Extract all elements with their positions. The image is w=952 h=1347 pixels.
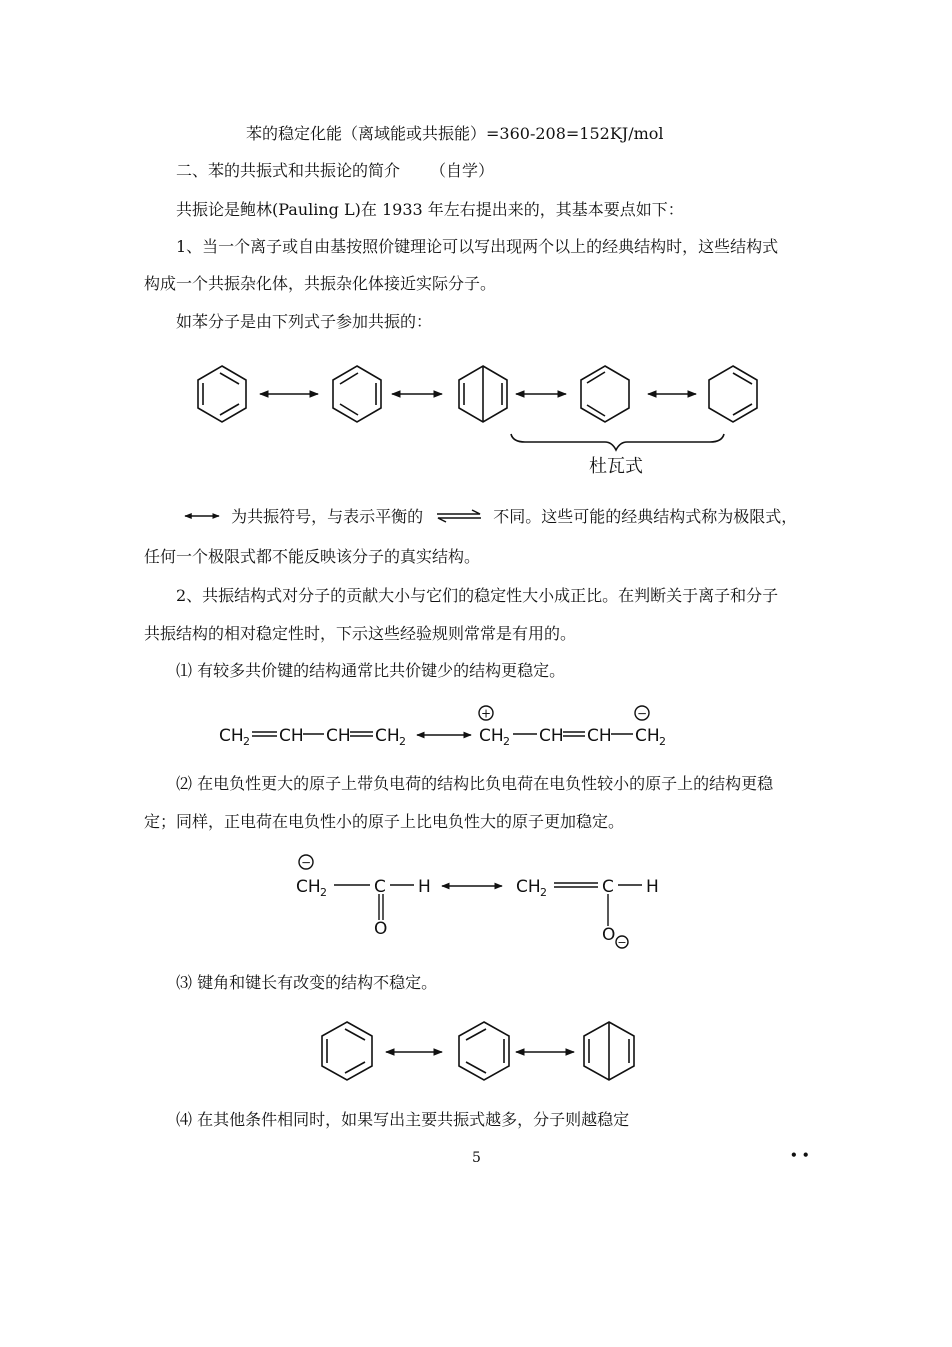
negative-charge-sign: − [636, 706, 648, 721]
kekule-structure-1 [198, 366, 246, 422]
section-title: 二、苯的共振式和共振论的简介 [176, 161, 401, 180]
butadiene-left-ch-a: CH [279, 726, 304, 746]
rule2-line1: ⑵ 在电负性更大的原子上带负电荷的结构比负电荷在电负性较小的原子上的结构更稳 [176, 774, 774, 793]
kekule-structure-2 [333, 366, 381, 422]
carbanion-charge-sign: − [300, 855, 312, 870]
point1-line1: 1、当一个离子或自由基按照价键理论可以写出现两个以上的经典结构时，这些结构式 [176, 237, 779, 256]
point2-line1: 2、共振结构式对分子的贡献大小与它们的稳定性大小成正比。在判断关于离子和分子 [176, 586, 779, 605]
rule2-line2: 定；同样，正电荷在电负性小的原子上比电负性大的原子更加稳定。 [144, 812, 625, 831]
butadiene-resonance-figure [215, 700, 685, 756]
right-ch2: CH [516, 877, 541, 897]
butadiene-right-ch2-a: CH [479, 726, 504, 746]
dewar-label: 杜瓦式 [589, 456, 643, 477]
point1-line2: 构成一个共振杂化体，共振杂化体接近实际分子。 [144, 274, 497, 293]
resonance-symbol-icon [182, 508, 222, 524]
benzene-intro: 如苯分子是由下列式子参加共振的： [176, 312, 433, 331]
dewar-structure-2 [581, 366, 629, 422]
symbol-line1 [182, 507, 797, 527]
section-note: （自学） [430, 161, 495, 180]
energy-line: 苯的稳定化能（离域能或共振能）=360-208=152KJ/mol [246, 124, 664, 143]
right-o: O [602, 925, 616, 945]
section-title-row [176, 161, 494, 181]
dewar-structure-4 [584, 1022, 634, 1080]
rule3-text: ⑶ 键角和键长有改变的结构不稳定。 [176, 973, 438, 992]
benzene-resonance-figure [180, 352, 780, 482]
symbol-text-b: 不同。这些可能的经典结构式称为极限式， [493, 507, 798, 526]
positive-charge-sign: + [480, 706, 492, 721]
corner-mark: • • [790, 1148, 810, 1162]
right-ch2-sub: 2 [540, 886, 547, 899]
enolate-resonance-figure [290, 848, 670, 952]
left-c: C [374, 877, 386, 897]
butadiene-left-ch-b: CH [326, 726, 351, 746]
butadiene-left-sub-a: 2 [243, 735, 250, 748]
dewar-bracket [511, 434, 724, 450]
left-ch2-sub: 2 [320, 886, 327, 899]
rule1-text: ⑴ 有较多共价键的结构通常比共价键少的结构更稳定。 [176, 661, 566, 680]
butadiene-left-ch2-a: CH [219, 726, 244, 746]
butadiene-right-ch-b: CH [587, 726, 612, 746]
butadiene-left-ch2-b: CH [375, 726, 400, 746]
kekule-structure-4 [459, 1022, 509, 1080]
right-h: H [646, 877, 659, 897]
left-o: O [374, 919, 388, 939]
symbol-line2: 任何一个极限式都不能反映该分子的真实结构。 [144, 547, 481, 566]
right-c: C [602, 877, 614, 897]
strained-resonance-figure [316, 1016, 646, 1090]
butadiene-right-sub-b: 2 [659, 735, 666, 748]
dewar-structure-3 [709, 366, 757, 422]
butadiene-left-sub-b: 2 [399, 735, 406, 748]
equilibrium-symbol-icon [434, 508, 484, 524]
left-h: H [418, 877, 431, 897]
left-ch2: CH [296, 877, 321, 897]
rule4-text: ⑷ 在其他条件相同时，如果写出主要共振式越多，分子则越稳定 [176, 1110, 630, 1129]
point2-line2: 共振结构的相对稳定性时，下示这些经验规则常常是有用的。 [144, 624, 577, 643]
butadiene-right-ch-a: CH [539, 726, 564, 746]
kekule-structure-3 [322, 1022, 372, 1080]
symbol-text-a: 为共振符号，与表示平衡的 [231, 507, 424, 526]
oxyanion-charge-sign: − [617, 936, 627, 949]
butadiene-right-ch2-b: CH [635, 726, 660, 746]
dewar-structure-1 [459, 366, 507, 422]
page-number: 5 [472, 1150, 481, 1166]
butadiene-right-sub-a: 2 [503, 735, 510, 748]
intro-text: 共振论是鲍林(Pauling L)在 1933 年左右提出来的，其基本要点如下： [176, 200, 684, 219]
